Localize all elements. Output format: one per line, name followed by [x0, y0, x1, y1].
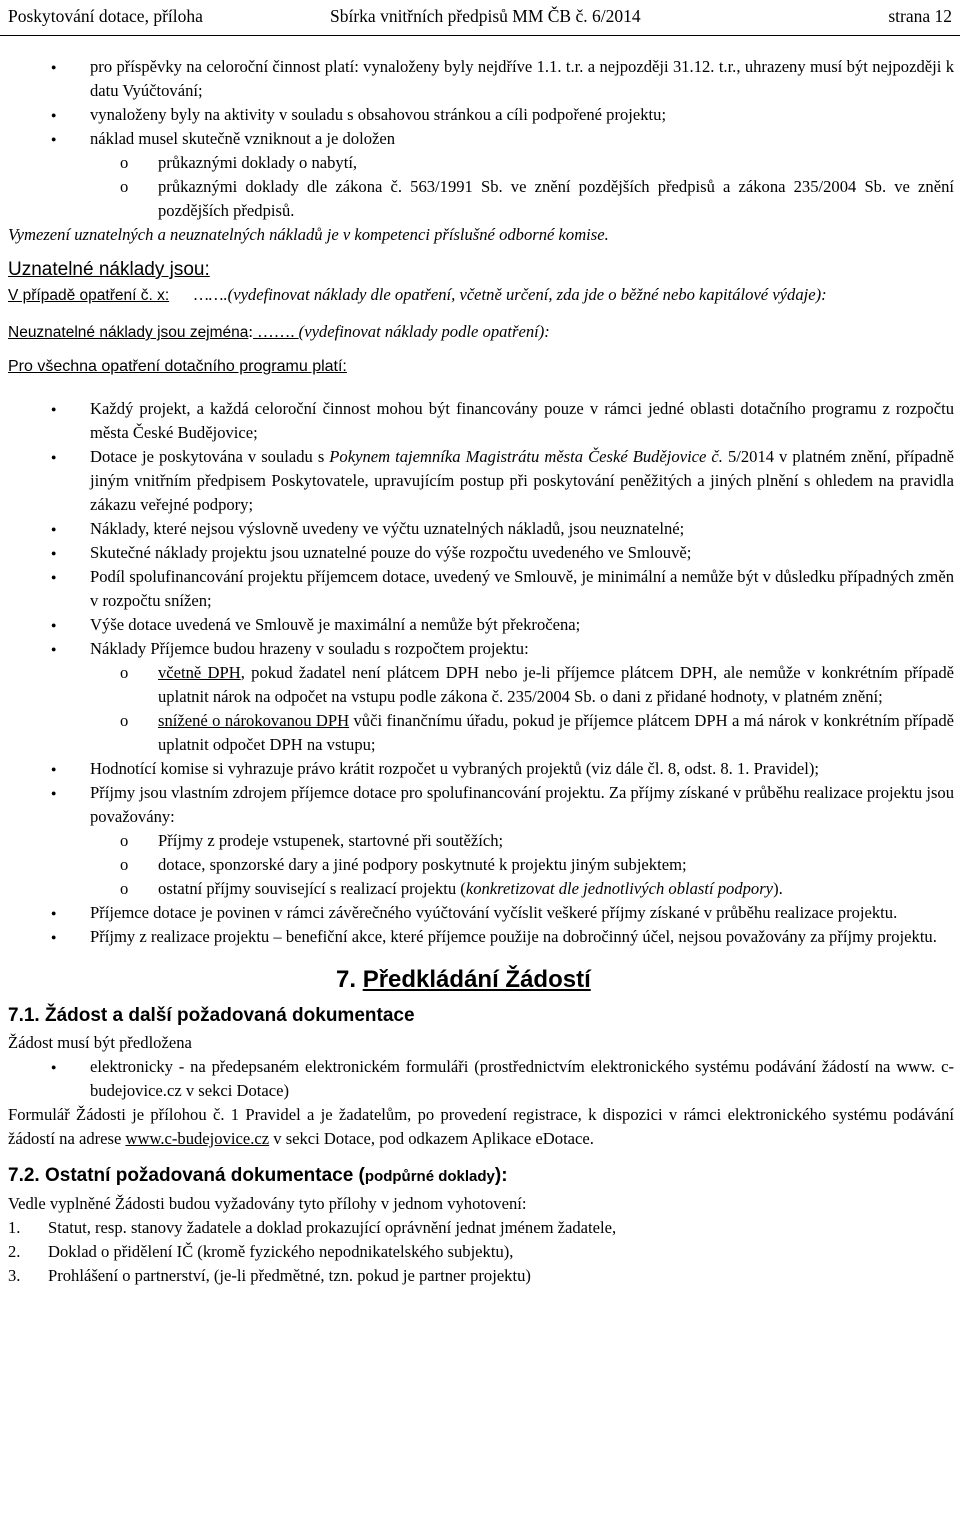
list-item: ● Příjemce dotace je povinen v rámci závěrečného vyúčtování vyčíslit veškeré příjmy získané v průběhu realizace projektu.	[8, 901, 954, 925]
header-left: Poskytování dotace, příloha	[8, 6, 203, 26]
list-item: ● Každý projekt, a každá celoroční činnost mohou být financovány pouze v rámci jedné oblasti dotačního programu z rozpočtu města České Budějovice;	[8, 397, 954, 445]
sub-bullet-marker: o	[120, 831, 129, 850]
header-rule	[0, 35, 960, 36]
sub-list-item: o snížené o nárokovanou DPH vůči finančnímu úřadu, pokud je příjemce plátcem DPH a má nárok v konkrétním případě uplatnit odpočet DPH na vstupu;	[120, 711, 954, 754]
document-body	[8, 55, 954, 1288]
sub-bullet-marker: o	[120, 153, 129, 172]
section-7-heading: 7. Předkládání Žádostí	[336, 966, 591, 993]
page-header	[0, 0, 960, 36]
section-7-2-heading: 7.2. Ostatní požadovaná dokumentace (podpůrné doklady):	[8, 1165, 508, 1186]
list-item: ● pro příspěvky na celoroční činnost platí: vynaloženy byly nejdříve 1.1. t.r. a nejpozději 31.12. t.r., uhrazeny musí být nejpozději k datu Vyúčtování;	[8, 55, 954, 103]
sub-list-item: o Příjmy z prodeje vstupenek, startovné při soutěžích;	[8, 829, 954, 853]
list-item: ● náklad musel skutečně vzniknout a je doložen	[8, 127, 954, 151]
sub-list-item: o dotace, sponzorské dary a jiné podpory poskytnuté k projektu jiným subjektem;	[8, 853, 954, 877]
vymezeni-note: Vymezení uznatelných a neuznatelných nákladů je v kompetenci příslušné odborné komise.	[8, 225, 609, 244]
sub-bullet-marker: o	[120, 711, 129, 730]
formular-paragraph: Formulář Žádosti je přílohou č. 1 Pravidel a je žadatelům, po provedení registrace, k dispozici v rámci elektronického systému podávání žádostí na adrese www.c-budejovice.cz v sekci Dotace, pod odkazem Aplikace eDotace.	[8, 1105, 954, 1148]
s71-intro: Žádost musí být předložena	[8, 1033, 192, 1052]
sub-bullet-marker: o	[120, 663, 129, 682]
section-heading-pro-vsechna: Pro všechna opatření dotačního programu platí:	[8, 358, 347, 375]
header-page-number: strana 12	[888, 6, 952, 26]
sub-list-item: o včetně DPH, pokud žadatel není plátcem DPH nebo je-li příjemce plátcem DPH, ale nemůže v konkrétním případě uplatnit nárok na odpočet na vstupu podle zákona č. 235/2004 Sb. o dani z přidané hodnoty, v platném znění;	[120, 663, 954, 706]
list-item: ● Výše dotace uvedená ve Smlouvě je maximální a nemůže být překročena;	[8, 613, 954, 637]
v-pripade-paragraph: V případě opatření č. x: …….(vydefinovat náklady dle opatření, včetně určení, zda jde o běžné nebo kapitálové výdaje):	[8, 285, 827, 304]
list-item: ● Hodnotící komise si vyhrazuje právo krátit rozpočet u vybraných projektů (viz dále čl. 8, odst. 8. 1. Pravidel);	[8, 757, 954, 781]
s72-intro: Vedle vyplněné Žádosti budou vyžadovány tyto přílohy v jednom vyhotovení:	[8, 1194, 527, 1213]
list-item: ● Náklady, které nejsou výslovně uvedeny ve výčtu uznatelných nákladů, jsou neuznatelné;	[8, 517, 954, 541]
sub-list-item: o ostatní příjmy související s realizací projektu (konkretizovat dle jednotlivých oblastí podpory).	[8, 877, 954, 901]
list-item: ● Podíl spolufinancování projektu příjemcem dotace, uvedený ve Smlouvě, je minimální a nemůže být v důsledku případných změn v rozpočtu snížen;	[8, 565, 954, 613]
sub-bullet-marker: o	[120, 177, 129, 196]
sub-list-item: o průkaznými doklady o nabytí,	[8, 151, 954, 175]
section-heading-uznatelne: Uznatelné náklady jsou:	[8, 259, 210, 280]
sub-bullet-marker: o	[120, 879, 129, 898]
sub-list-item: o průkaznými doklady dle zákona č. 563/1991 Sb. ve znění pozdějších předpisů a zákona 235/2004 Sb. ve znění pozdějších předpisů.	[120, 177, 954, 220]
list-item: ● vynaloženy byly na aktivity v souladu s obsahovou stránkou a cíli podpořené projektu;	[8, 103, 954, 127]
header-middle: Sbírka vnitřních předpisů MM ČB č. 6/2014	[330, 6, 641, 26]
list-item: ● Příjmy z realizace projektu – benefiční akce, které příjemce použije na dobročinný účel, nejsou považovány za příjmy projektu.	[8, 925, 954, 949]
edotace-link[interactable]: www.c-budejovice.cz	[125, 1129, 270, 1148]
list-item: ● Náklady Příjemce budou hrazeny v souladu s rozpočtem projektu:	[8, 637, 954, 661]
list-item: ● elektronicky - na předepsaném elektronickém formuláři (prostřednictvím elektronického systému podávání žádostí na www. c-budejovice.cz v sekci Dotace)	[8, 1055, 954, 1103]
neuznatelne-paragraph: Neuznatelné náklady jsou zejména: ……. (vydefinovat náklady podle opatření):	[8, 322, 550, 341]
list-item: ● Skutečné náklady projektu jsou uznatelné pouze do výše rozpočtu uvedeného ve Smlouvě;	[8, 541, 954, 565]
sub-bullet-marker: o	[120, 855, 129, 874]
list-item: ● Příjmy jsou vlastním zdrojem příjemce dotace pro spolufinancování projektu. Za příjmy získané v průběhu realizace projektu jsou považovány:	[8, 781, 954, 829]
numbered-item: 2. Doklad o přidělení IČ (kromě fyzického nepodnikatelského subjektu),	[8, 1242, 514, 1261]
list-item: ● Dotace je poskytována v souladu s Pokynem tajemníka Magistrátu města České Budějovice č. 5/2014 v platném znění, případně jiným vnitřním předpisem Poskytovatele, upravujícím postup při poskytování peněžitých a jiných plnění s ohledem na pravidla zákazu veřejné podpory;	[8, 445, 954, 517]
numbered-item: 1. Statut, resp. stanovy žadatele a doklad prokazující oprávnění jednat jménem žadatele,	[8, 1218, 617, 1237]
numbered-item: 3. Prohlášení o partnerství, (je-li předmětné, tzn. pokud je partner projektu)	[8, 1266, 531, 1285]
section-7-1-heading: 7.1. Žádost a další požadovaná dokumentace	[8, 1005, 415, 1026]
